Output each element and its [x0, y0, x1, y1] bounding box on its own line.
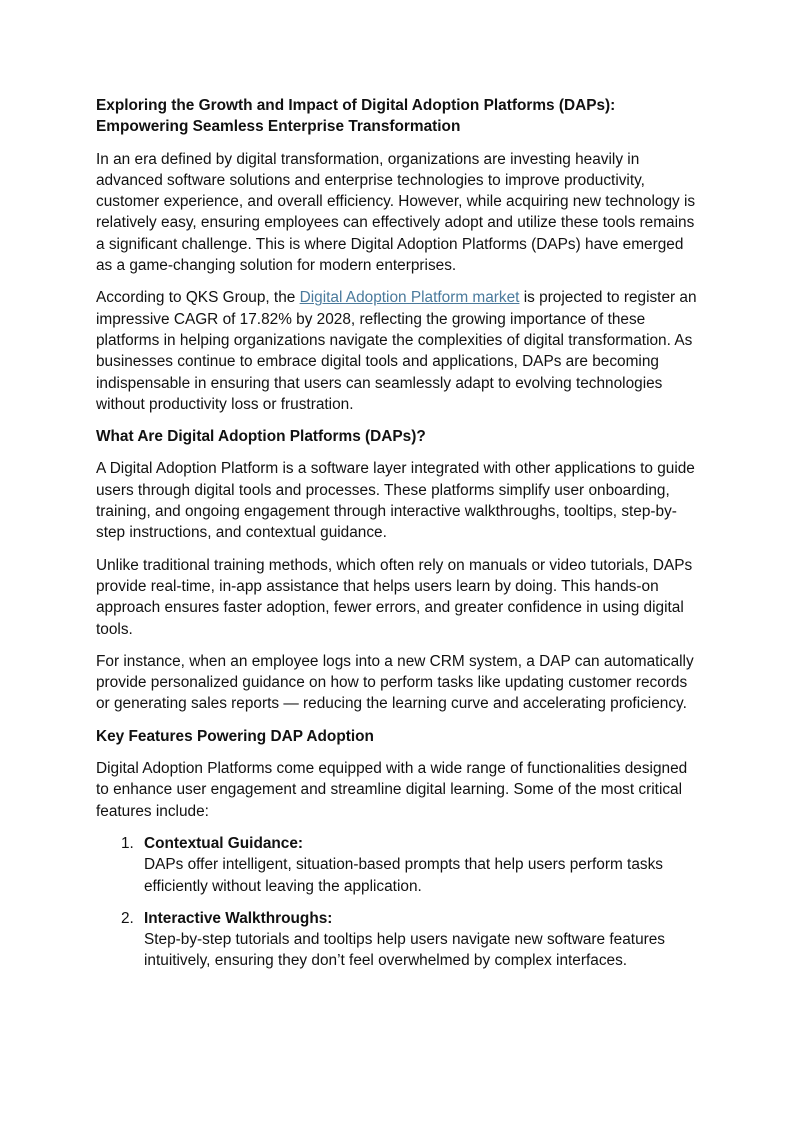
intro-paragraph: In an era defined by digital transformation, organizations are investing heavily in advanced software solutions and enterprise technologies to improve productivity, customer experience, and overall efficiency. However, while acquiring new technology is relatively easy, ensuring employees can effectively adopt and utilize these tools remains a significant challenge. This is where Digital Adoption Platforms (DAPs) have emerged as a game-changing solution for modern enterprises.	[96, 150, 696, 275]
section-heading-key-features: Key Features Powering DAP Adoption	[96, 727, 374, 745]
what-paragraph-3: For instance, when an employee logs into a new CRM system, a DAP can automatically provide personalized guidance on how to perform tasks like updating customer records or generating sales reports — reducing the learning curve and accelerating proficiency.	[96, 652, 694, 713]
market-text-before-link: According to QKS Group, the	[96, 289, 300, 307]
market-paragraph	[96, 287, 698, 415]
what-paragraph-1: A Digital Adoption Platform is a software layer integrated with other applications to guide users through digital tools and processes. These platforms simplify user onboarding, training, and ongoing engagement through interactive walkthroughs, tooltips, step-by-step instructions, and contextual guidance.	[96, 460, 695, 542]
features-list	[96, 833, 698, 972]
market-text-after-link: is projected to register an impressive CAGR of 17.82% by 2028, reflecting the growing importance of these platforms in helping organizations navigate the complexities of digital transformation. As businesses continue to embrace digital tools and applications, DAPs are becoming indispensable in ensuring that users can seamlessly adapt to evolving technologies without productivity loss or frustration.	[96, 289, 697, 413]
feature-number: 2.	[121, 909, 134, 927]
document-title: Exploring the Growth and Impact of Digital Adoption Platforms (DAPs): Empowering Seamless Enterprise Transformation	[96, 97, 616, 136]
feature-item	[96, 908, 698, 972]
feature-title: Interactive Walkthroughs:	[144, 909, 333, 927]
feature-description: Step-by-step tutorials and tooltips help users navigate new software features intuitively, ensuring they don’t feel overwhelmed by complex interfaces.	[144, 931, 666, 970]
features-intro-paragraph: Digital Adoption Platforms come equipped with a wide range of functionalities designed to enhance user engagement and streamline digital learning. Some of the most critical features include:	[96, 760, 688, 820]
feature-description: DAPs offer intelligent, situation-based prompts that help users perform tasks efficiently without leaving the application.	[144, 856, 663, 895]
dap-market-link[interactable]: Digital Adoption Platform market	[299, 289, 520, 307]
feature-number: 1.	[121, 834, 134, 852]
feature-item	[96, 833, 698, 897]
what-paragraph-2: Unlike traditional training methods, which often rely on manuals or video tutorials, DAPs provide real-time, in-app assistance that helps users learn by doing. This hands-on approach ensures faster adoption, fewer errors, and greater confidence in using digital tools.	[96, 556, 693, 638]
feature-title: Contextual Guidance:	[144, 834, 304, 852]
document-page	[96, 95, 698, 983]
section-heading-what-are-daps: What Are Digital Adoption Platforms (DAPs)?	[96, 428, 426, 446]
